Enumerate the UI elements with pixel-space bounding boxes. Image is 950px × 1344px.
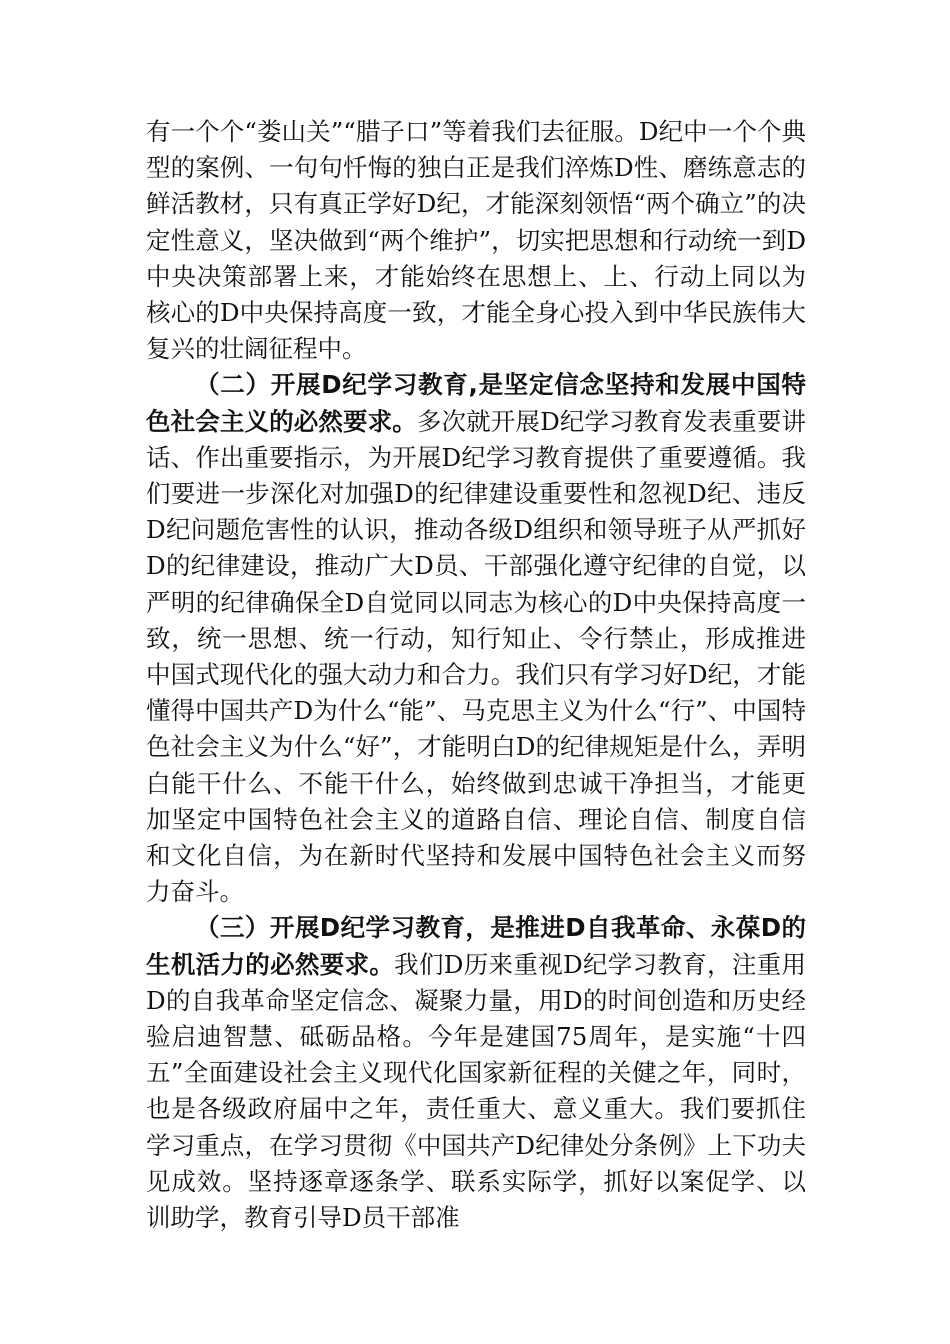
paragraph-3-text: 我们D历来重视D纪学习教育，注重用D的自我革命坚定信念、凝聚力量，用D的时间创造和历史经验启迪智慧、砥砺品格。今年是建国75周年，是实施“十四五”全面建设社会主义现代化国家新征程的关健之年，同时，也是各级政府届中之年，责任重大、意义重大。我们要抓住学习重点，在学习贯彻《中国共产D纪律处分条例》上下功夫见成效。坚持逐章逐条学、联系实际学，抓好以案促学、以训助学，教育引导D员干部准: [146, 949, 806, 1233]
paragraph-2-heading: （二）开展D纪学习教育,是坚定信念坚持和发展中国特色社会主义的必然要求。: [146, 370, 806, 436]
document-page: [146, 114, 806, 1236]
paragraph-2: [146, 367, 806, 910]
paragraph-2-text: 多次就开展D纪学习教育发表重要讲话、作出重要指示，为开展D纪学习教育提供了重要遵循。我们要进一步深化对加强D的纪律建设重要性和忽视D纪、违反D纪问题危害性的认识，推动各级D组织和领导班子从严抓好D的纪律建设，推动广大D员、干部强化遵守纪律的自觉，以严明的纪律确保全D自觉同以同志为核心的D中央保持高度一致，统一思想、统一行动，知行知止、令行禁止，形成推进中国式现代化的强大动力和合力。我们只有学习好D纪，才能懂得中国共产D为什么“能”、马克思主义为什么“行”、中国特色社会主义为什么“好”，才能明白D的纪律规矩是什么，弄明白能干什么、不能干什么，始终做到忠诚干净担当，才能更加坚定中国特色社会主义的道路自信、理论自信、制度自信和文化自信，为在新时代坚持和发展中国特色社会主义而努力奋斗。: [146, 406, 806, 907]
paragraph-3: [146, 910, 806, 1236]
paragraph-1-text: 有一个个“娄山关”“腊子口”等着我们去征服。D纪中一个个典型的案例、一句句忏悔的独白正是我们淬炼D性、磨练意志的鲜活教材，只有真正学好D纪，才能深刻领悟“两个确立”的决定性意义，坚决做到“两个维护”，切实把思想和行动统一到D中央决策部署上来，才能始终在思想上、上、行动上同以为核心的D中央保持高度一致，才能全身心投入到中华民族伟大复兴的壮阔征程中。: [146, 117, 806, 364]
paragraph-3-heading: （三）开展D纪学习教育，是推进D自我革命、永葆D的生机活力的必然要求。: [146, 913, 806, 979]
paragraph-1: [146, 114, 806, 367]
